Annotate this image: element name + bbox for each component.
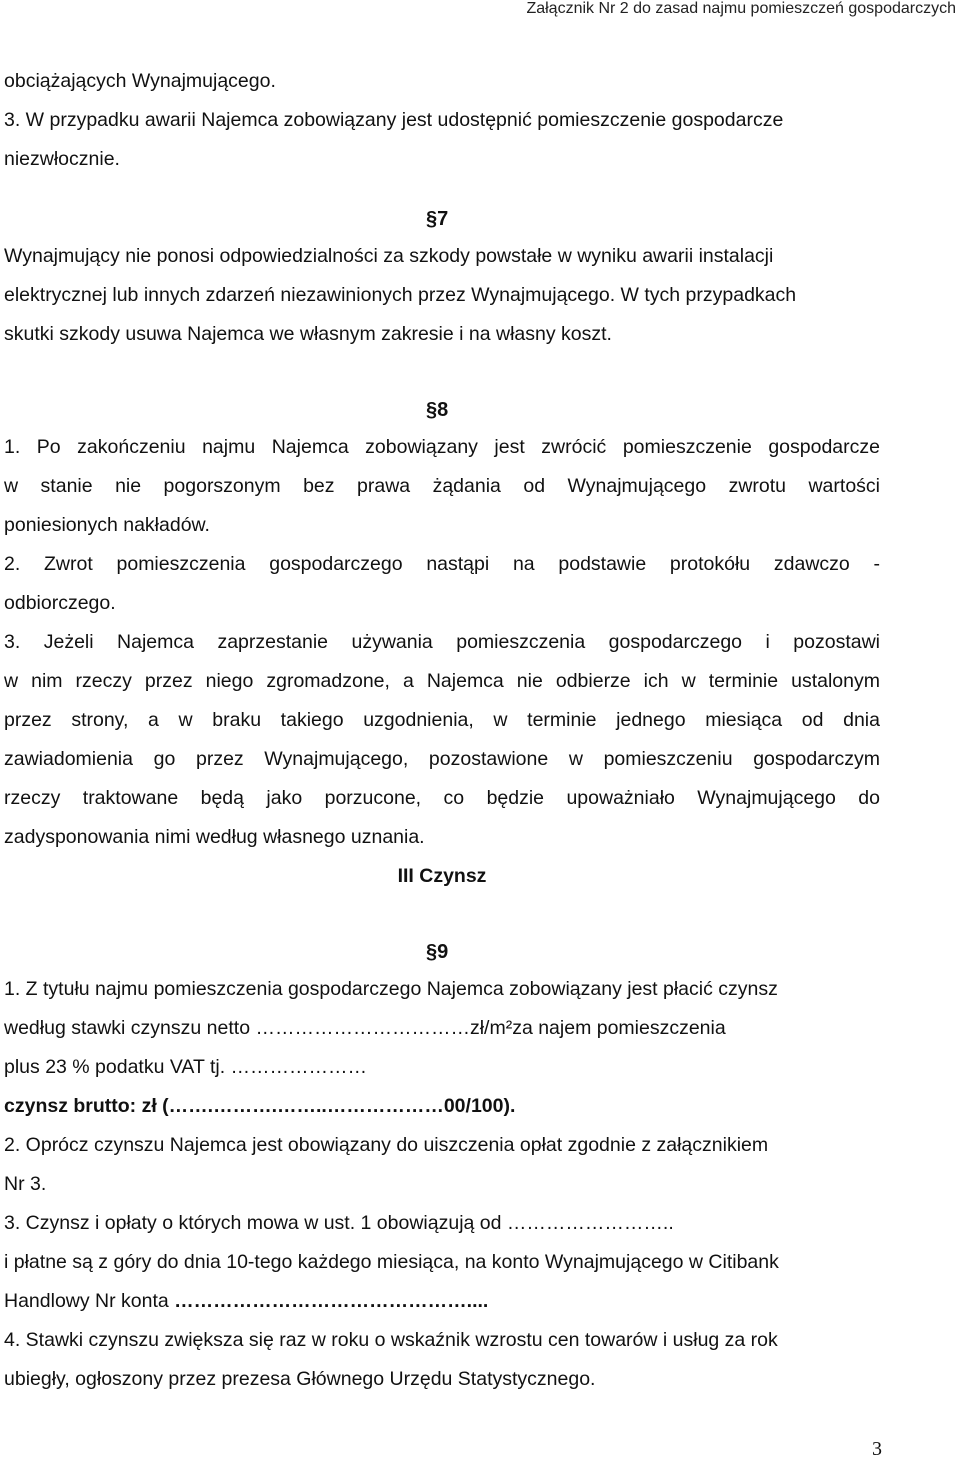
gross-rent-line: czynsz brutto: zł (…….……….……..………………00/100). bbox=[4, 1095, 516, 1117]
chapter-heading: III Czynsz bbox=[397, 865, 487, 887]
section-7-heading: §7 bbox=[426, 208, 449, 230]
text-line: zadysponowania nimi według własnego uznania. bbox=[4, 826, 425, 848]
account-label: Handlowy Nr konta bbox=[4, 1290, 175, 1312]
text-line: 2. Zwrot pomieszczenia gospodarczego nastąpi na podstawie protokółu zdawczo - bbox=[4, 553, 880, 575]
text-line: 3. Jeżeli Najemca zaprzestanie używania pomieszczenia gospodarczego i pozostawi bbox=[4, 631, 880, 653]
text-line: niezwłocznie. bbox=[4, 148, 120, 170]
text-line: obciążających Wynajmującego. bbox=[4, 70, 276, 92]
text-line: Nr 3. bbox=[4, 1173, 47, 1195]
account-line bbox=[4, 1282, 880, 1321]
text-line: elektrycznej lub innych zdarzeń niezawinionych przez Wynajmującego. W tych przypadkach bbox=[4, 284, 797, 306]
text-line: skutki szkody usuwa Najemca we własnym zakresie i na własny koszt. bbox=[4, 323, 612, 345]
text-line: rzeczy traktowane będą jako porzucone, co będzie upoważniało Wynajmującego do bbox=[4, 787, 880, 809]
text-line: 3. W przypadku awarii Najemca zobowiązany jest udostępnić pomieszczenie gospodarcze bbox=[4, 109, 784, 131]
document-body bbox=[4, 62, 880, 1399]
text-line: 1. Po zakończeniu najmu Najemca zobowiązany jest zwrócić pomieszczenie gospodarcze bbox=[4, 436, 880, 458]
document-header: Załącznik Nr 2 do zasad najmu pomieszczeń gospodarczych bbox=[526, 0, 956, 17]
text-line: Wynajmujący nie ponosi odpowiedzialności za szkody powstałe w wyniku awarii instalacji bbox=[4, 245, 774, 267]
text-line: 2. Oprócz czynszu Najemca jest obowiązany do uiszczenia opłat zgodnie z załącznikiem bbox=[4, 1134, 769, 1156]
text-line: i płatne są z góry do dnia 10-tego każdego miesiąca, na konto Wynajmującego w Citibank bbox=[4, 1251, 779, 1273]
text-line: poniesionych nakładów. bbox=[4, 514, 210, 536]
text-line: ubiegły, ogłoszony przez prezesa Głównego Urzędu Statystycznego. bbox=[4, 1368, 596, 1390]
section-9-heading: §9 bbox=[426, 941, 449, 963]
text-line: według stawki czynszu netto ……………………………zł/m²za najem pomieszczenia bbox=[4, 1017, 726, 1039]
section-8-heading: §8 bbox=[426, 399, 449, 421]
text-line: przez strony, a w braku takiego uzgodnienia, w terminie jednego miesiąca od dnia bbox=[4, 709, 880, 731]
page-number: 3 bbox=[872, 1438, 882, 1460]
text-line: plus 23 % podatku VAT tj. ………………… bbox=[4, 1056, 368, 1078]
text-line: 1. Z tytułu najmu pomieszczenia gospodarczego Najemca zobowiązany jest płacić czynsz bbox=[4, 978, 778, 1000]
text-line: w stanie nie pogorszonym bez prawa żądania od Wynajmującego zwrotu wartości bbox=[4, 475, 880, 497]
account-placeholder: ……………………………………….... bbox=[174, 1290, 489, 1312]
text-line: w nim rzeczy przez niego zgromadzone, a Najemca nie odbierze ich w terminie ustalonym bbox=[4, 670, 880, 692]
text-line: 3. Czynsz i opłaty o których mowa w ust. 1 obowiązują od …………………….. bbox=[4, 1212, 674, 1234]
text-line: odbiorczego. bbox=[4, 592, 116, 614]
text-line: 4. Stawki czynszu zwiększa się raz w roku o wskaźnik wzrostu cen towarów i usług za rok bbox=[4, 1329, 778, 1351]
text-line: zawiadomienia go przez Wynajmującego, pozostawione w pomieszczeniu gospodarczym bbox=[4, 748, 880, 770]
